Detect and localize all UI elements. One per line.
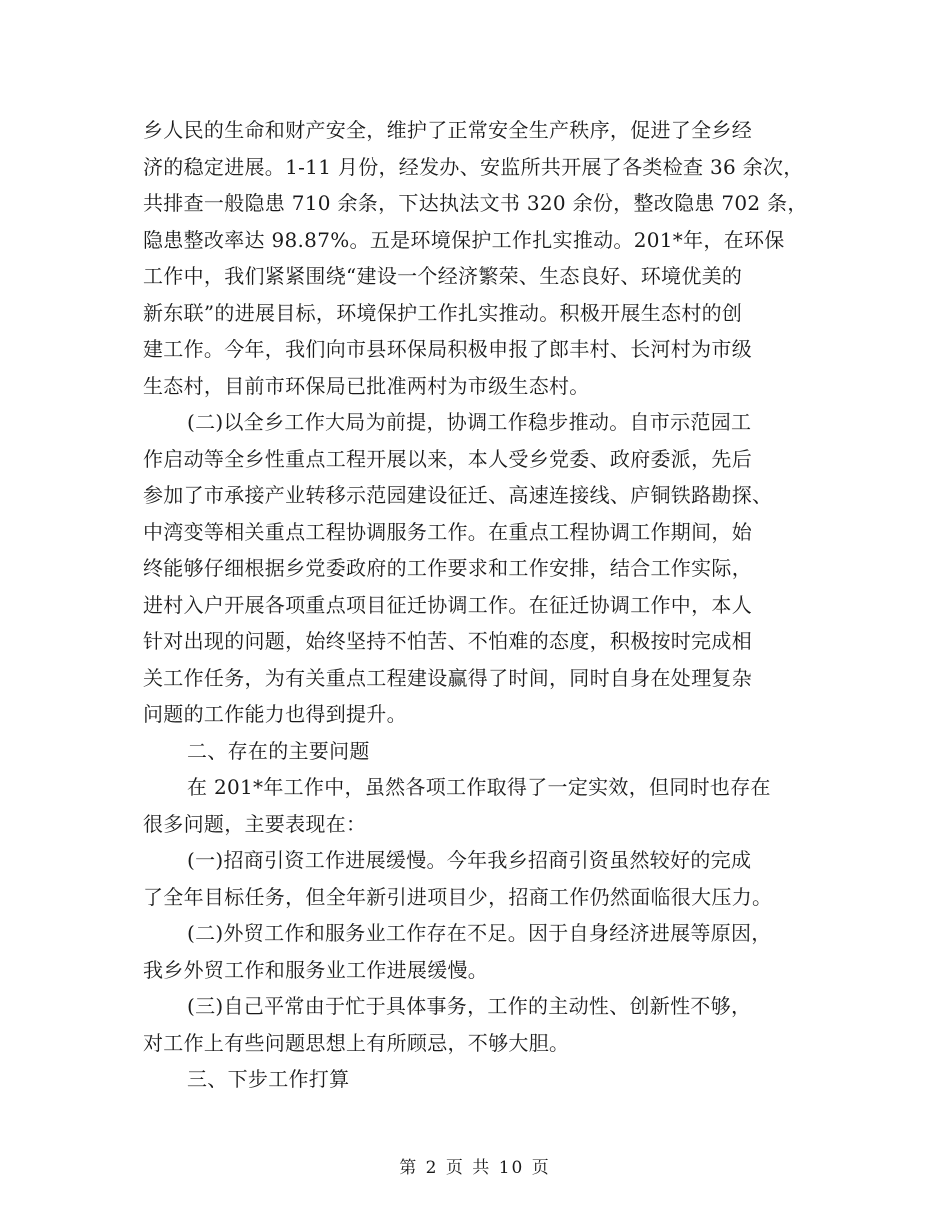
page-footer: 第 2 页 共 10 页	[399, 1158, 551, 1178]
section-heading: 三、下步工作打算	[187, 1067, 350, 1091]
text-line: 我乡外贸工作和服务业工作进展缓慢。	[143, 957, 489, 982]
text-line: 隐患整改率达 98.87%。五是环境保护工作扎实推动。201*年，在环保	[143, 227, 785, 252]
text-line: 终能够仔细根据乡党委政府的工作要求和工作安排，结合工作实际，	[143, 556, 752, 580]
text-line: 中湾变等相关重点工程协调服务工作。在重点工程协调工作期间，始	[143, 519, 752, 544]
text-line: 很多问题，主要表现在：	[143, 811, 367, 836]
text-line: 针对出现的问题，始终坚持不怕苦、不怕难的态度，积极按时完成相	[143, 629, 752, 653]
paragraph-start-line: 在 201*年工作中，虽然各项工作取得了一定实效，但同时也存在	[187, 775, 771, 799]
paragraph-start-line: (三)自己平常由于忙于具体事务，工作的主动性、创新性不够，	[187, 994, 752, 1018]
text-line: 生态村，目前市环保局已批准两村为市级生态村。	[143, 373, 590, 398]
section-heading: 二、存在的主要问题	[187, 738, 370, 763]
text-line: 问题的工作能力也得到提升。	[143, 702, 407, 726]
text-line: 新东联”的进展目标，环境保护工作扎实推动。积极开展生态村的创	[143, 300, 743, 325]
body-text	[143, 112, 823, 1098]
text-line: 进村入户开展各项重点项目征迁协调工作。在征迁协调工作中，本人	[143, 592, 752, 617]
paragraph-start-line: (一)招商引资工作进展缓慢。今年我乡招商引资虽然较好的完成	[187, 848, 752, 872]
paragraph-start-line: (二)以全乡工作大局为前提，协调工作稳步推动。自市示范园工	[187, 410, 752, 434]
text-line: 关工作任务，为有关重点工程建设赢得了时间，同时自身在处理复杂	[143, 665, 752, 690]
text-line: 工作中，我们紧紧围绕“建设一个经济繁荣、生态良好、环境优美的	[143, 264, 743, 288]
text-line: 作启动等全乡性重点工程开展以来，本人受乡党委、政府委派，先后	[143, 446, 752, 471]
text-line: 对工作上有些问题思想上有所顾忌，不够大胆。	[143, 1030, 570, 1055]
text-line: 参加了市承接产业转移示范园建设征迁、高速连接线、庐铜铁路勘探、	[143, 483, 773, 507]
text-line: 了全年目标任务，但全年新引进项目少，招商工作仍然面临很大压力。	[143, 884, 773, 909]
text-line: 乡人民的生命和财产安全，维护了正常安全生产秩序，促进了全乡经	[143, 118, 752, 142]
paragraph-start-line: (二)外贸工作和服务业工作存在不足。因于自身经济进展等原因，	[187, 921, 772, 945]
text-line: 共排查一般隐患 710 余条，下达执法文书 320 余份，整改隐患 702 条，	[143, 191, 808, 215]
text-line: 建工作。今年，我们向市县环保局积极申报了郎丰村、长河村为市级	[143, 337, 752, 361]
text-line: 济的稳定进展。1-11 月份，经发办、安监所共开展了各类检查 36 余次，	[143, 154, 804, 179]
